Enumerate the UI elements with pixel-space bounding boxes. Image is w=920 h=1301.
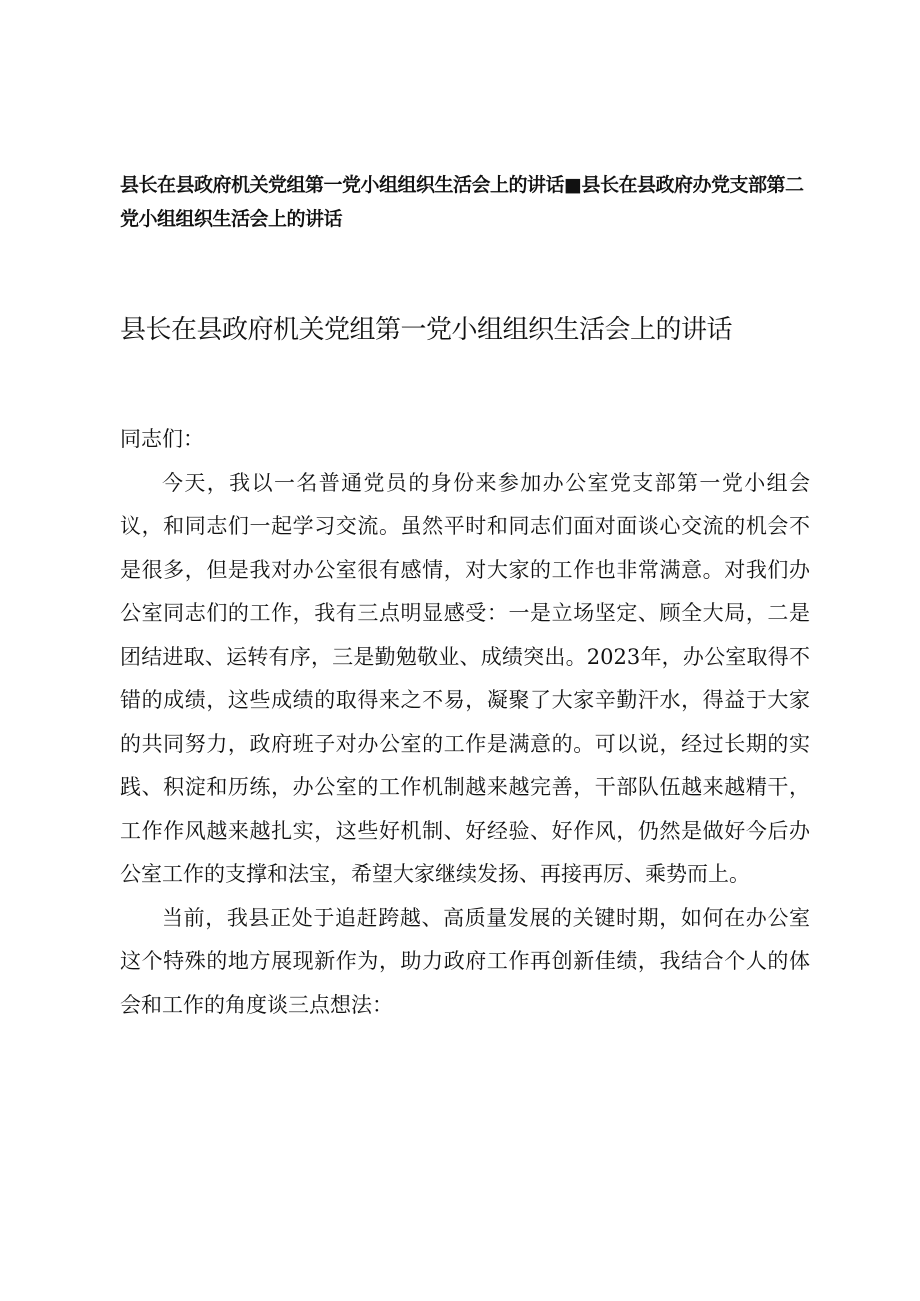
greeting: 同志们： — [120, 427, 204, 451]
document-title: 县长在县政府机关党组第一党小组组织生活会上的讲话 — [120, 315, 733, 345]
paragraph-1: 今天，我以一名普通党员的身份来参加办公室党支部第一党小组会议，和同志们一起学习交流。虽然平时和同志们面对面谈心交流的机会不是很多，但是我对办公室很有感情，对大家的工作也非常满意。对我们办公室同志们的工作，我有三点明显感受：一是立场坚定、顾全大局，二是团结进取、运转有序，三是勤勉敬业、成绩突出。2023年，办公室取得不错的成绩，这些成绩的取得来之不易，凝聚了大家辛勤汗水，得益于大家的共同努力，政府班子对办公室的工作是满意的。可以说，经过长期的实践、积淀和历练，办公室的工作机制越来越完善，干部队伍越来越精干，工作作风越来越扎实，这些好机制、好经验、好作风，仍然是做好今后办公室工作的支撑和法宝，希望大家继续发扬、再接再厉、乘势而上。 — [120, 470, 810, 886]
paragraph-2: 当前，我县正处于追赶跨越、高质量发展的关键时期，如何在办公室这个特殊的地方展现新作为，助力政府工作再创新佳绩，我结合个人的体会和工作的角度谈三点想法： — [120, 905, 810, 1017]
document-header: 县长在县政府机关党组第一党小组组织生活会上的讲话■县长在县政府办党支部第二党小组组织生活会上的讲话 — [120, 174, 804, 230]
document-body — [120, 418, 810, 1027]
